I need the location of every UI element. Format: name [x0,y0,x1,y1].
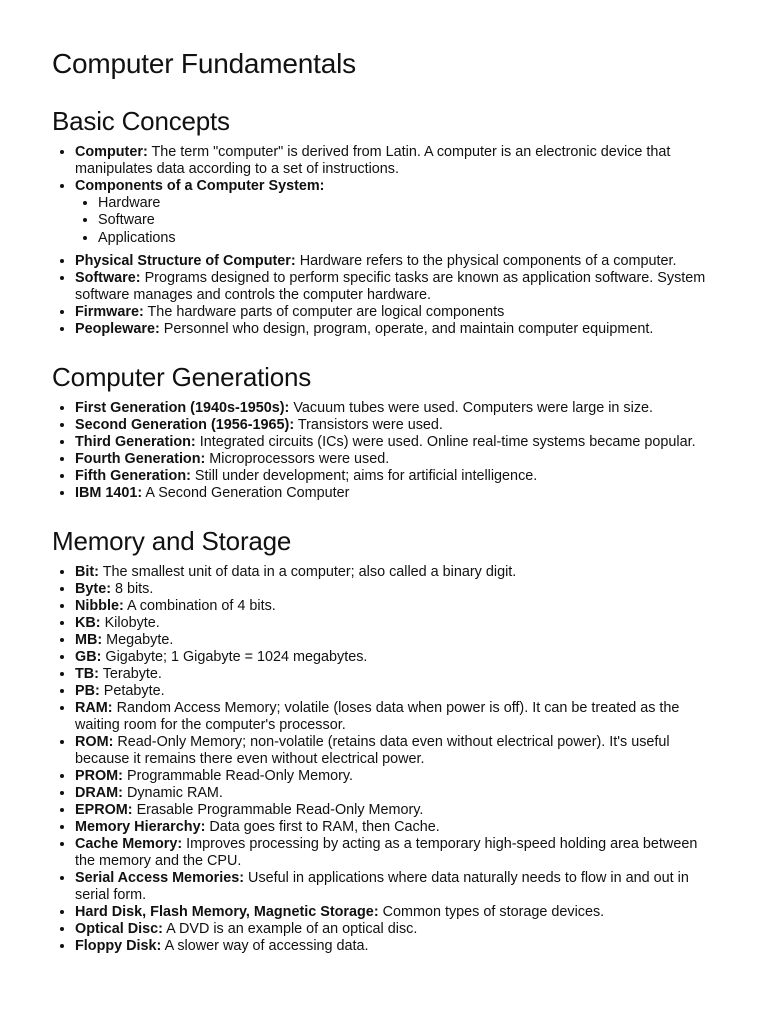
sub-list-item: • Hardware [98,195,716,212]
bullet-list [52,400,716,502]
list-item [75,836,716,870]
item-description: Petabyte. [99,683,165,700]
list-item [75,904,716,921]
item-term: MB: [75,632,103,649]
sub-list-item: • Software [98,212,716,229]
item-description: Programmable Read-Only Memory. [122,768,354,785]
item-term: Fifth Generation: [75,468,191,485]
list-item [75,253,716,270]
sections-container [52,104,716,955]
item-term: GB: [75,649,102,666]
item-description: Vacuum tubes were used. Computers were large in size. [289,400,654,417]
item-description: Useful in applications where data naturally needs to flow in and out in serial form. [75,870,689,904]
item-term: Hard Disk, Flash Memory, Magnetic Storage: [75,904,379,921]
list-item [75,666,716,683]
item-term: Peopleware: [75,321,160,338]
item-description: Microprocessors were used. [205,451,390,468]
item-description: Erasable Programmable Read-Only Memory. [132,802,424,819]
item-description: A DVD is an example of an optical disc. [162,921,418,938]
item-term: Software: [75,270,141,287]
item-term: RAM: [75,700,113,717]
sub-list-item: • Applications [98,230,716,247]
item-term: Serial Access Memories: [75,870,245,887]
item-term: DRAM: [75,785,123,802]
list-item [75,270,716,304]
item-description: Still under development; aims for artificial intelligence. [190,468,538,485]
item-description: Gigabyte; 1 Gigabyte = 1024 megabytes. [101,649,368,666]
item-description: A slower way of accessing data. [161,938,369,955]
list-item [75,632,716,649]
item-term: Computer: [75,144,148,160]
item-description: Random Access Memory; volatile (loses data when power is off). It can be treated as the waiting room for the computer's processor. [75,700,680,734]
item-description: Data goes first to RAM, then Cache. [205,819,440,836]
list-item [75,304,716,321]
item-description: Megabyte. [102,632,174,649]
item-description: The hardware parts of computer are logical components [143,304,505,321]
item-description: Integrated circuits (ICs) were used. Online real-time systems became popular. [195,434,696,451]
item-term: Byte: [75,581,111,598]
section-heading: Memory and Storage [52,526,292,557]
list-item [75,321,716,338]
list-item [75,785,716,802]
list-item [75,683,716,700]
item-description: Hardware refers to the physical components of a computer. [295,253,677,270]
item-term: ROM: [75,734,114,751]
section-heading: Computer Generations [52,362,312,393]
item-term: Memory Hierarchy: [75,819,206,836]
list-item [75,434,716,451]
item-description: 8 bits. [110,581,154,598]
list-item [75,581,716,598]
item-term: Nibble: [75,598,124,615]
list-item [75,598,716,615]
bullet-list [52,564,716,955]
item-description: Personnel who design, program, operate, and maintain computer equipment. [159,321,654,338]
item-term: Second Generation (1956-1965): [75,417,295,434]
item-description: Terabyte. [98,666,162,683]
item-description: Dynamic RAM. [122,785,223,802]
item-term: IBM 1401: [75,485,143,502]
item-term: Bit: [75,564,99,581]
list-item [75,564,716,581]
item-description: Kilobyte. [100,615,160,632]
item-term: Fourth Generation: [75,451,206,468]
item-description: Common types of storage devices. [378,904,605,921]
list-item [75,819,716,836]
list-item [75,468,716,485]
section-heading: Basic Concepts [52,106,230,136]
item-term: TB: [75,666,99,683]
item-description: A Second Generation Computer [142,485,350,502]
list-item [75,921,716,938]
list-item [75,417,716,434]
item-description: The term "computer" is derived from Latin. A computer is an electronic device that manipulates data according to a set of instructions. [75,144,671,177]
item-term: Cache Memory: [75,836,183,853]
item-description: Read-Only Memory; non-volatile (retains data even without electrical power). It's useful because it remains there even without electrical power. [75,734,670,768]
list-item [75,178,716,247]
list-item [75,700,716,734]
item-term: Firmware: [75,304,144,321]
list-item [75,768,716,785]
bullet-list [52,144,716,338]
item-term: Physical Structure of Computer: [75,253,296,270]
list-item [75,400,716,417]
list-item [75,144,716,178]
list-item [75,451,716,468]
item-description: Transistors were used. [294,417,443,434]
section-computer-generations [52,360,716,502]
item-term: KB: [75,615,101,632]
list-item [75,649,716,666]
item-term: First Generation (1940s-1950s): [75,400,290,417]
list-item [75,734,716,768]
section-memory-and-storage [52,524,716,955]
list-item [75,615,716,632]
list-item [75,870,716,904]
item-description: A combination of 4 bits. [123,598,276,615]
list-item [75,938,716,955]
page-title: Computer Fundamentals [52,48,356,79]
item-term: Optical Disc: [75,921,163,938]
section-basic-concepts [52,104,716,338]
item-description: Improves processing by acting as a temporary high-speed holding area between the memory and the CPU. [75,836,698,870]
item-term: EPROM: [75,802,133,819]
item-description: Programs designed to perform specific tasks are known as application software. System software manages and controls the computer hardware. [75,270,706,304]
item-term: PROM: [75,768,123,785]
item-term: PB: [75,683,100,700]
sub-list [75,195,716,247]
item-term: Components of a Computer System: [75,178,325,194]
list-item [75,802,716,819]
list-item [75,485,716,502]
item-term: Third Generation: [75,434,196,451]
item-description: The smallest unit of data in a computer; also called a binary digit. [98,564,517,581]
item-term: Floppy Disk: [75,938,162,955]
